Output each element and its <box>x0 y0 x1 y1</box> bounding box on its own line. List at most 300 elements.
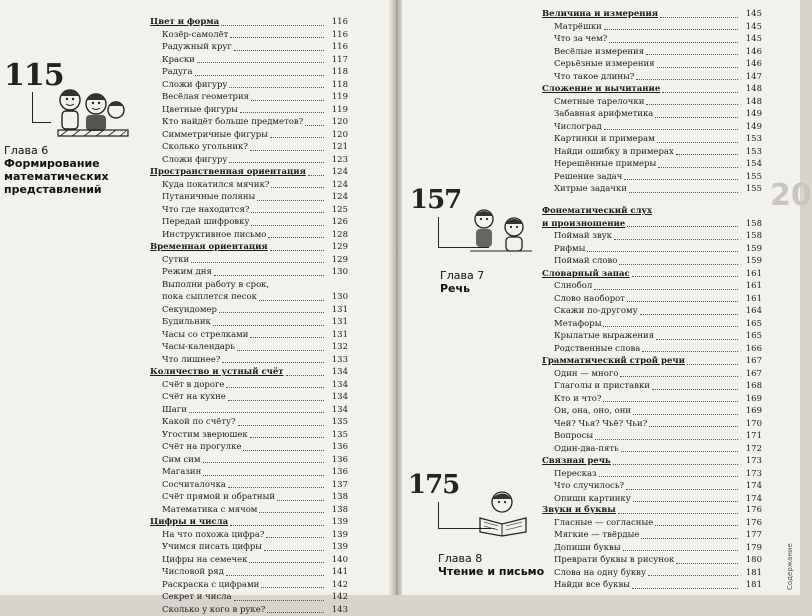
toc-entry-row <box>150 204 348 217</box>
toc-section-row <box>150 16 348 29</box>
toc-entry-title: Козёр-самолёт <box>150 29 228 42</box>
toc-entry-row <box>150 66 348 79</box>
toc-entry-title: Инструктивное письмо <box>150 229 266 242</box>
toc-entry-row <box>150 104 348 117</box>
toc-entry-title: Краски <box>150 54 195 67</box>
toc-page-number: 149 <box>740 108 762 121</box>
toc-entry-row <box>542 71 762 84</box>
toc-entry-row <box>542 517 762 530</box>
toc-entry-row <box>542 368 762 381</box>
toc-entry-row <box>542 330 762 343</box>
toc-entry-title: Один — много <box>542 368 618 381</box>
toc-page-number: 173 <box>740 468 762 481</box>
toc-entry-title: Картинки и примерам <box>542 133 655 146</box>
toc-entry-title: Допиши буквы <box>542 542 621 555</box>
toc-entry-title: Что за чем? <box>542 33 607 46</box>
toc-entry-title: Он, она, оно, они <box>542 405 631 418</box>
toc-entry-title: Счёт на кухне <box>150 391 226 404</box>
toc-page-number: 134 <box>326 391 348 404</box>
toc-leader-dots <box>257 200 324 201</box>
toc-leader-dots <box>197 62 324 63</box>
toc-leader-dots <box>221 25 324 26</box>
toc-leader-dots <box>627 226 738 227</box>
toc-entry-row <box>542 121 762 134</box>
toc-entry-title: Что случилось? <box>542 480 624 493</box>
toc-leader-dots <box>604 129 738 130</box>
toc-page-number: 133 <box>326 354 348 367</box>
toc-leader-dots <box>229 87 324 88</box>
toc-entry-title: Цветные фигуры <box>150 104 238 117</box>
toc-entry-row <box>150 416 348 429</box>
toc-entry-row <box>150 504 348 517</box>
toc-leader-dots <box>687 364 738 365</box>
toc-entry-row <box>150 604 348 616</box>
page-folio: 20 <box>770 178 812 213</box>
toc-leader-dots <box>268 237 324 238</box>
toc-entry-row <box>542 133 762 146</box>
toc-leader-dots <box>632 276 738 277</box>
toc-leader-dots <box>195 75 324 76</box>
toc-entry-row <box>150 466 348 479</box>
toc-page-number: 146 <box>740 46 762 59</box>
toc-entry-title: Выполни работу в срок, <box>150 279 269 292</box>
toc-leader-dots <box>623 550 738 551</box>
toc-entry-title: Поймай слово <box>542 255 617 268</box>
toc-page-number: 124 <box>326 166 348 179</box>
toc-entry-row <box>150 179 348 192</box>
toc-right-group-1 <box>542 8 762 196</box>
chapter-7-caption <box>440 269 540 295</box>
toc-page-number: 125 <box>326 204 348 217</box>
toc-entry-title: Найди все буквы <box>542 579 630 592</box>
toc-page-number: 139 <box>326 541 348 554</box>
chapter-title-line: представлений <box>4 183 144 196</box>
toc-page-number: 120 <box>326 116 348 129</box>
toc-entry-title: Часы-календарь <box>150 341 235 354</box>
toc-entry-title: Цифры на семечек <box>150 554 247 567</box>
toc-leader-dots <box>618 513 738 514</box>
toc-section-row <box>542 8 762 21</box>
toc-entry-row <box>542 46 762 59</box>
toc-entry-row <box>150 529 348 542</box>
toc-page-number: 176 <box>740 504 762 517</box>
toc-leader-dots <box>655 525 738 526</box>
toc-leader-dots <box>230 37 324 38</box>
toc-entry-title: Рифмы <box>542 243 585 256</box>
toc-page-number: 119 <box>326 91 348 104</box>
toc-entry-row <box>542 171 762 184</box>
right-page <box>402 0 800 595</box>
toc-entry-row <box>150 404 348 417</box>
toc-leader-dots <box>613 464 738 465</box>
toc-entry-title: Слова на одну букву <box>542 567 646 580</box>
toc-leader-dots <box>305 125 324 126</box>
toc-leader-dots <box>250 150 324 151</box>
toc-page-number: 158 <box>740 218 762 231</box>
toc-section-row <box>150 241 348 254</box>
toc-page-number: 136 <box>326 454 348 467</box>
toc-leader-dots <box>626 489 738 490</box>
chapter-title-line: Речь <box>440 282 540 295</box>
toc-entry-row <box>150 441 348 454</box>
toc-page-number: 123 <box>326 154 348 167</box>
toc-section-row <box>150 166 348 179</box>
toc-leader-dots <box>271 187 324 188</box>
toc-page-number: 131 <box>326 329 348 342</box>
toc-page-number: 153 <box>740 146 762 159</box>
toc-entry-row <box>150 491 348 504</box>
toc-leader-dots <box>629 192 738 193</box>
toc-entry-title: Счёт на прогулке <box>150 441 241 454</box>
toc-section-row <box>542 268 762 281</box>
toc-entry-title: Метафоры <box>542 318 601 331</box>
chapter-number: 175 <box>408 470 459 500</box>
toc-entry-title: Что лишнее? <box>150 354 220 367</box>
toc-entry-title: Счёт в дороге <box>150 379 224 392</box>
toc-entry-title: пока сыплется песок <box>150 291 257 304</box>
toc-page-number: 134 <box>326 404 348 417</box>
toc-page-number: 172 <box>740 443 762 456</box>
toc-page-number: 170 <box>740 418 762 431</box>
toc-entry-title: Поймай звук <box>542 230 612 243</box>
toc-leader-dots <box>658 167 738 168</box>
toc-section-row <box>542 455 762 468</box>
toc-entry-title: Сколько угольник? <box>150 141 248 154</box>
toc-entry-row <box>150 41 348 54</box>
toc-entry-row <box>542 293 762 306</box>
toc-entry-title: Счёт прямой и обратный <box>150 491 275 504</box>
toc-leader-dots <box>587 251 738 252</box>
toc-right-group-3 <box>542 504 762 592</box>
toc-page-number: 159 <box>740 255 762 268</box>
toc-entry-row <box>542 146 762 159</box>
toc-page-number: 142 <box>326 591 348 604</box>
toc-entry-row <box>542 108 762 121</box>
toc-leader-dots <box>238 425 324 426</box>
toc-leader-dots <box>660 17 738 18</box>
toc-entry-title: Серьёзные измерения <box>542 58 655 71</box>
toc-leader-dots <box>646 54 738 55</box>
toc-leader-dots <box>226 387 324 388</box>
toc-page-number: 136 <box>326 466 348 479</box>
toc-entry-title: Найди ошибку в примерах <box>542 146 674 159</box>
toc-leader-dots <box>266 537 324 538</box>
toc-page-number: 180 <box>740 554 762 567</box>
toc-page-number: 121 <box>326 141 348 154</box>
toc-leader-dots <box>251 225 324 226</box>
toc-leader-dots <box>261 587 324 588</box>
toc-page-number: 131 <box>326 316 348 329</box>
toc-entry-title: Сутки <box>150 254 189 267</box>
toc-page-number: 148 <box>740 83 762 96</box>
toc-page-number: 154 <box>740 158 762 171</box>
toc-entry-row <box>542 343 762 356</box>
toc-leader-dots <box>203 475 324 476</box>
toc-page-number: 153 <box>740 133 762 146</box>
toc-page-number: 116 <box>326 16 348 29</box>
toc-page-number: 166 <box>740 343 762 356</box>
toc-entry-title: Будильник <box>150 316 211 329</box>
toc-entry-row <box>150 254 348 267</box>
toc-leader-dots <box>655 117 738 118</box>
toc-page-number: 129 <box>326 254 348 267</box>
toc-entry-row <box>150 54 348 67</box>
toc-page-number: 177 <box>740 529 762 542</box>
toc-entry-title: Весёлая геометрия <box>150 91 249 104</box>
toc-leader-dots <box>229 162 324 163</box>
side-running-head: Содержание <box>786 543 794 590</box>
toc-entry-title: Временная ориентация <box>150 241 268 254</box>
toc-entry-row <box>150 579 348 592</box>
toc-entry-title: Цифры и числа <box>150 516 228 529</box>
toc-entry-row <box>150 216 348 229</box>
toc-entry-row <box>542 255 762 268</box>
toc-leader-dots <box>599 476 738 477</box>
toc-entry-title: Раскраска с цифрами <box>150 579 259 592</box>
chapter-6-block <box>4 58 144 198</box>
toc-entry-row <box>150 304 348 317</box>
toc-leader-dots <box>621 451 738 452</box>
toc-right-group-2 <box>542 205 762 505</box>
toc-entry-title: Грамматический строй речи <box>542 355 685 368</box>
toc-leader-dots <box>648 575 738 576</box>
toc-entry-title: Сосчиталочка <box>150 479 226 492</box>
toc-leader-dots <box>646 104 738 105</box>
toc-page-number: 159 <box>740 243 762 256</box>
toc-entry-title: Гласные — согласные <box>542 517 653 530</box>
toc-page-number: 145 <box>740 21 762 34</box>
toc-leader-dots <box>237 350 324 351</box>
toc-entry-row <box>542 405 762 418</box>
toc-entry-title: Сложи фигуру <box>150 154 227 167</box>
toc-page-number: 148 <box>740 96 762 109</box>
toc-leader-dots <box>627 301 738 302</box>
toc-page-number: 126 <box>326 216 348 229</box>
left-page <box>0 0 392 595</box>
toc-entry-title: Угостим зверюшек <box>150 429 248 442</box>
toc-entry-row <box>150 391 348 404</box>
toc-leader-dots <box>191 262 324 263</box>
toc-entry-row <box>150 91 348 104</box>
toc-entry-row <box>542 96 762 109</box>
toc-leader-dots <box>214 275 324 276</box>
toc-entry-title: Цвет и форма <box>150 16 219 29</box>
toc-entry-row <box>150 341 348 354</box>
toc-entry-row <box>150 479 348 492</box>
toc-entry-row <box>542 21 762 34</box>
toc-entry-title: Передай шифровку <box>150 216 249 229</box>
toc-entry-title: Слнобол <box>542 280 592 293</box>
toc-entry-title: Опиши картинку <box>542 493 631 506</box>
toc-entry-title: Симметричные фигуры <box>150 129 268 142</box>
toc-entry-row <box>542 468 762 481</box>
toc-page-number: 164 <box>740 305 762 318</box>
toc-entry-row <box>542 58 762 71</box>
toc-leader-dots <box>641 538 738 539</box>
toc-entry-row <box>542 230 762 243</box>
toc-section-row <box>150 366 348 379</box>
chapter-label: Глава 7 <box>440 269 540 282</box>
toc-page-number: 146 <box>740 58 762 71</box>
toc-page-number: 134 <box>326 379 348 392</box>
chapter-bracket <box>32 92 51 123</box>
toc-leader-dots <box>267 612 324 613</box>
toc-entry-row <box>150 279 348 292</box>
toc-page-number: 141 <box>326 566 348 579</box>
toc-entry-title: Глаголы и приставки <box>542 380 650 393</box>
toc-page-number: 142 <box>326 579 348 592</box>
toc-page-number: 138 <box>326 491 348 504</box>
toc-entry-row <box>150 266 348 279</box>
toc-entry-row <box>542 430 762 443</box>
toc-page-number: 155 <box>740 171 762 184</box>
toc-entry-title: Сложение и вычитание <box>542 83 660 96</box>
toc-entry-row <box>150 329 348 342</box>
toc-entry-row <box>542 554 762 567</box>
toc-entry-row <box>150 566 348 579</box>
toc-page-number: 174 <box>740 493 762 506</box>
toc-entry-title: Связная речь <box>542 455 611 468</box>
toc-page-number: 129 <box>326 241 348 254</box>
toc-page-number: 117 <box>326 54 348 67</box>
toc-entry-title: Один-два-пять <box>542 443 619 456</box>
toc-leader-dots <box>228 400 324 401</box>
toc-page-number: 135 <box>326 416 348 429</box>
toc-page-number: 134 <box>326 366 348 379</box>
toc-entry-row <box>542 567 762 580</box>
chapter-number: 115 <box>4 58 64 93</box>
toc-entry-title: Секрет и числа <box>150 591 232 604</box>
toc-leader-dots <box>219 312 324 313</box>
toc-page-number: 165 <box>740 330 762 343</box>
toc-leader-dots <box>603 326 738 327</box>
toc-section-row <box>542 205 762 218</box>
toc-leader-dots <box>642 351 738 352</box>
toc-leader-dots <box>277 500 324 501</box>
toc-leader-dots <box>632 588 738 589</box>
chapter-title-line: математических <box>4 170 144 183</box>
toc-page-number: 174 <box>740 480 762 493</box>
toc-page-number: 128 <box>326 229 348 242</box>
toc-entry-title: и произношение <box>542 218 625 231</box>
toc-entry-title: Пространственная ориентация <box>150 166 306 179</box>
children-reading-illustration-icon <box>466 205 536 257</box>
toc-entry-title: Числовой ряд <box>150 566 224 579</box>
toc-page-number: 138 <box>326 504 348 517</box>
toc-entry-title: Путаничные поляны <box>150 191 255 204</box>
toc-entry-row <box>150 316 348 329</box>
children-illustration-icon <box>52 84 132 139</box>
toc-entry-row <box>542 380 762 393</box>
toc-page-number: 149 <box>740 121 762 134</box>
toc-entry-row <box>150 129 348 142</box>
toc-leader-dots <box>614 239 738 240</box>
toc-entry-row <box>542 158 762 171</box>
toc-entry-title: Числоград <box>542 121 602 134</box>
toc-page-number: 167 <box>740 368 762 381</box>
toc-entry-title: Крылатые выражения <box>542 330 654 343</box>
toc-entry-row <box>150 591 348 604</box>
toc-entry-row <box>542 579 762 592</box>
chapter-7-block <box>410 185 540 305</box>
toc-entry-title: Магазин <box>150 466 201 479</box>
toc-page-number: 124 <box>326 179 348 192</box>
toc-leader-dots <box>308 175 324 176</box>
toc-leader-dots <box>189 412 324 413</box>
toc-leader-dots <box>213 325 324 326</box>
toc-leader-dots <box>222 362 324 363</box>
toc-entry-row <box>542 443 762 456</box>
toc-leader-dots <box>259 512 324 513</box>
toc-page-number: 158 <box>740 230 762 243</box>
toc-entry-title: Часы со стрелками <box>150 329 248 342</box>
toc-page-number: 130 <box>326 291 348 304</box>
toc-page-number: 165 <box>740 318 762 331</box>
toc-page-number: 131 <box>326 304 348 317</box>
toc-page-number: 171 <box>740 430 762 443</box>
toc-leader-dots <box>270 137 324 138</box>
toc-page-number: 139 <box>326 529 348 542</box>
toc-page-number: 167 <box>740 355 762 368</box>
toc-leader-dots <box>230 525 324 526</box>
toc-leader-dots <box>620 376 738 377</box>
toc-entry-title: Хитрые задачки <box>542 183 627 196</box>
toc-page-number: 147 <box>740 71 762 84</box>
toc-entry-row <box>542 33 762 46</box>
toc-entry-title: Радуга <box>150 66 193 79</box>
toc-entry-row <box>542 305 762 318</box>
toc-entry-title: Что где находится? <box>150 204 249 217</box>
chapter-title-line: Чтение и письмо <box>438 565 548 578</box>
toc-leader-dots <box>249 562 324 563</box>
toc-entry-title: Математика с мячом <box>150 504 257 517</box>
toc-leader-dots <box>624 179 738 180</box>
toc-page-number: 140 <box>326 554 348 567</box>
toc-leader-dots <box>636 79 738 80</box>
toc-entry-row <box>542 542 762 555</box>
toc-entry-title: Количество и устный счёт <box>150 366 284 379</box>
toc-leader-dots <box>595 439 738 440</box>
toc-entry-title: Весёлые измерения <box>542 46 644 59</box>
toc-page-number: 179 <box>740 542 762 555</box>
toc-page-number: 161 <box>740 268 762 281</box>
toc-page-number: 132 <box>326 341 348 354</box>
toc-entry-title: На что похожа цифра? <box>150 529 264 542</box>
toc-page-number: 118 <box>326 79 348 92</box>
toc-entry-row <box>150 541 348 554</box>
toc-entry-row <box>542 393 762 406</box>
toc-leader-dots <box>604 29 738 30</box>
toc-entry-row <box>150 429 348 442</box>
toc-page-number: 181 <box>740 579 762 592</box>
chapter-number: 157 <box>410 185 461 215</box>
toc-section-row <box>542 218 762 231</box>
toc-leader-dots <box>676 154 738 155</box>
toc-entry-title: Сметные тарелочки <box>542 96 644 109</box>
toc-leader-dots <box>649 426 738 427</box>
toc-leader-dots <box>594 289 738 290</box>
toc-entry-title: Преврати буквы в рисунок <box>542 554 674 567</box>
toc-entry-title: Кто и что? <box>542 393 601 406</box>
toc-leader-dots <box>676 563 738 564</box>
toc-entry-row <box>542 243 762 256</box>
toc-entry-row <box>150 79 348 92</box>
toc-entry-row <box>150 29 348 42</box>
toc-leader-dots <box>250 337 324 338</box>
toc-page-number: 181 <box>740 567 762 580</box>
chapter-6-caption <box>4 144 144 196</box>
toc-entry-row <box>542 280 762 293</box>
